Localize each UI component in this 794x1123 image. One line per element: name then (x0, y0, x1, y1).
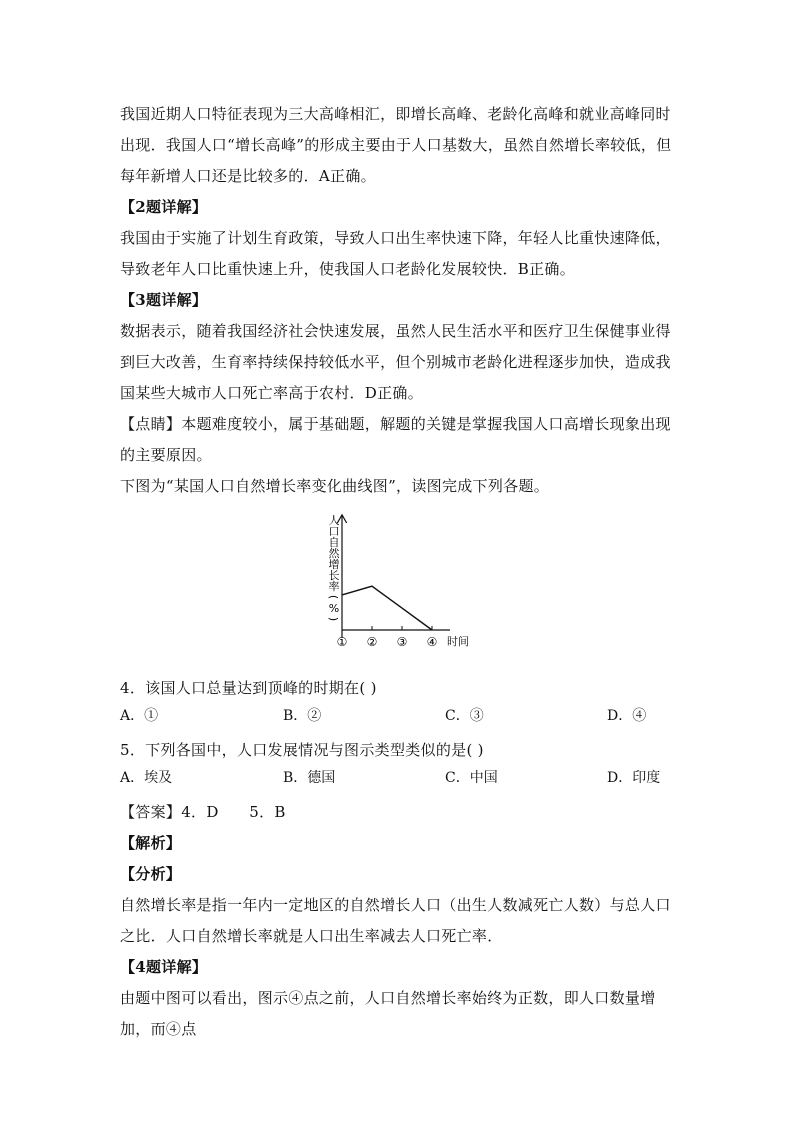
y-axis-label-char: % (328, 602, 340, 615)
paragraph-q3-explanation: 数据表示，随着我国经济社会快速发展，虽然人民生活水平和医疗卫生保健事业得到巨大改善，生育率持续保持较低水平，但个别城市老龄化进程逐步加快，造成我国某些大城市人口死亡率高于农村．D正确。 (120, 322, 671, 402)
q5-option-b: B．德国 (283, 770, 336, 786)
paragraph-figure-intro: 下图为“某国人口自然增长率变化曲线图”，读图完成下列各题。 (120, 477, 550, 495)
q5-option-d: D．印度 (607, 770, 661, 786)
y-axis-label-char: 增 (328, 558, 340, 571)
q4-option-b: B．② (283, 708, 322, 724)
x-tick-label: ④ (426, 635, 438, 649)
paragraph-q1-explanation: 我国近期人口特征表现为三大高峰相汇，即增长高峰、老龄化高峰和就业高峰同时出现．我国人口“增长高峰”的形成主要由于人口基数大，虽然自然增长率较低，但每年新增人口还是比较多的．A正确。 (120, 105, 672, 185)
y-axis-label-char: 人 (328, 514, 340, 527)
q4-option-d: D．④ (607, 708, 647, 724)
question-5-stem: 5．下列各国中，人口发展情况与图示类型类似的是( ) (120, 741, 484, 759)
paragraph-q4-explanation: 由题中图可以看出，图示④点之前，人口自然增长率始终为正数，即人口数量增加，而④点 (120, 989, 656, 1038)
q4-option-c: C．③ (445, 708, 484, 724)
x-tick-label: ② (366, 635, 378, 649)
q5-option-c: C．中国 (445, 770, 498, 786)
y-axis-label-char: 自 (328, 536, 340, 549)
growth-rate-chart (300, 510, 480, 660)
paragraph-analysis: 自然增长率是指一年内一定地区的自然增长人口（出生人数减死亡人数）与总人口之比．人口自然增长率就是人口出生率减去人口死亡率． (120, 896, 671, 945)
x-tick-label: ① (336, 635, 348, 649)
heading-q2-detail: 【2题详解】 (120, 198, 208, 216)
paragraph-q2-explanation: 我国由于实施了计划生育政策，导致人口出生率快速下降，年轻人比重快速降低，导致老年人口比重快速上升，使我国人口老龄化发展较快．B正确。 (120, 229, 671, 278)
answer-line: 【答案】4．D 5．B (120, 803, 286, 821)
y-axis-label-char: ) (327, 616, 340, 622)
heading-q4-detail: 【4题详解】 (120, 958, 208, 976)
y-axis-label (327, 514, 341, 621)
heading-q3-detail: 【3题详解】 (120, 291, 208, 309)
chart-svg (300, 510, 480, 660)
q5-option-a: A．埃及 (120, 770, 173, 786)
y-axis-label-char: 然 (328, 547, 340, 560)
heading-fenxi: 【分析】 (120, 865, 182, 883)
paragraph-note: 【点睛】本题难度较小，属于基础题，解题的关键是掌握我国人口高增长现象出现的主要原因。 (120, 415, 671, 464)
y-axis-label-char: 口 (328, 525, 340, 538)
x-axis-label: 时间 (447, 635, 469, 648)
x-tick-label: ③ (396, 635, 408, 649)
series-line (342, 586, 432, 630)
q4-option-a: A．① (120, 708, 159, 724)
heading-jiexi: 【解析】 (120, 834, 182, 852)
question-4-stem: 4．该国人口总量达到顶峰的时期在( ) (120, 679, 377, 697)
y-axis-label-char: ( (327, 594, 340, 600)
y-axis-label-char: 率 (328, 580, 340, 593)
y-axis-label-char: 长 (328, 569, 340, 582)
